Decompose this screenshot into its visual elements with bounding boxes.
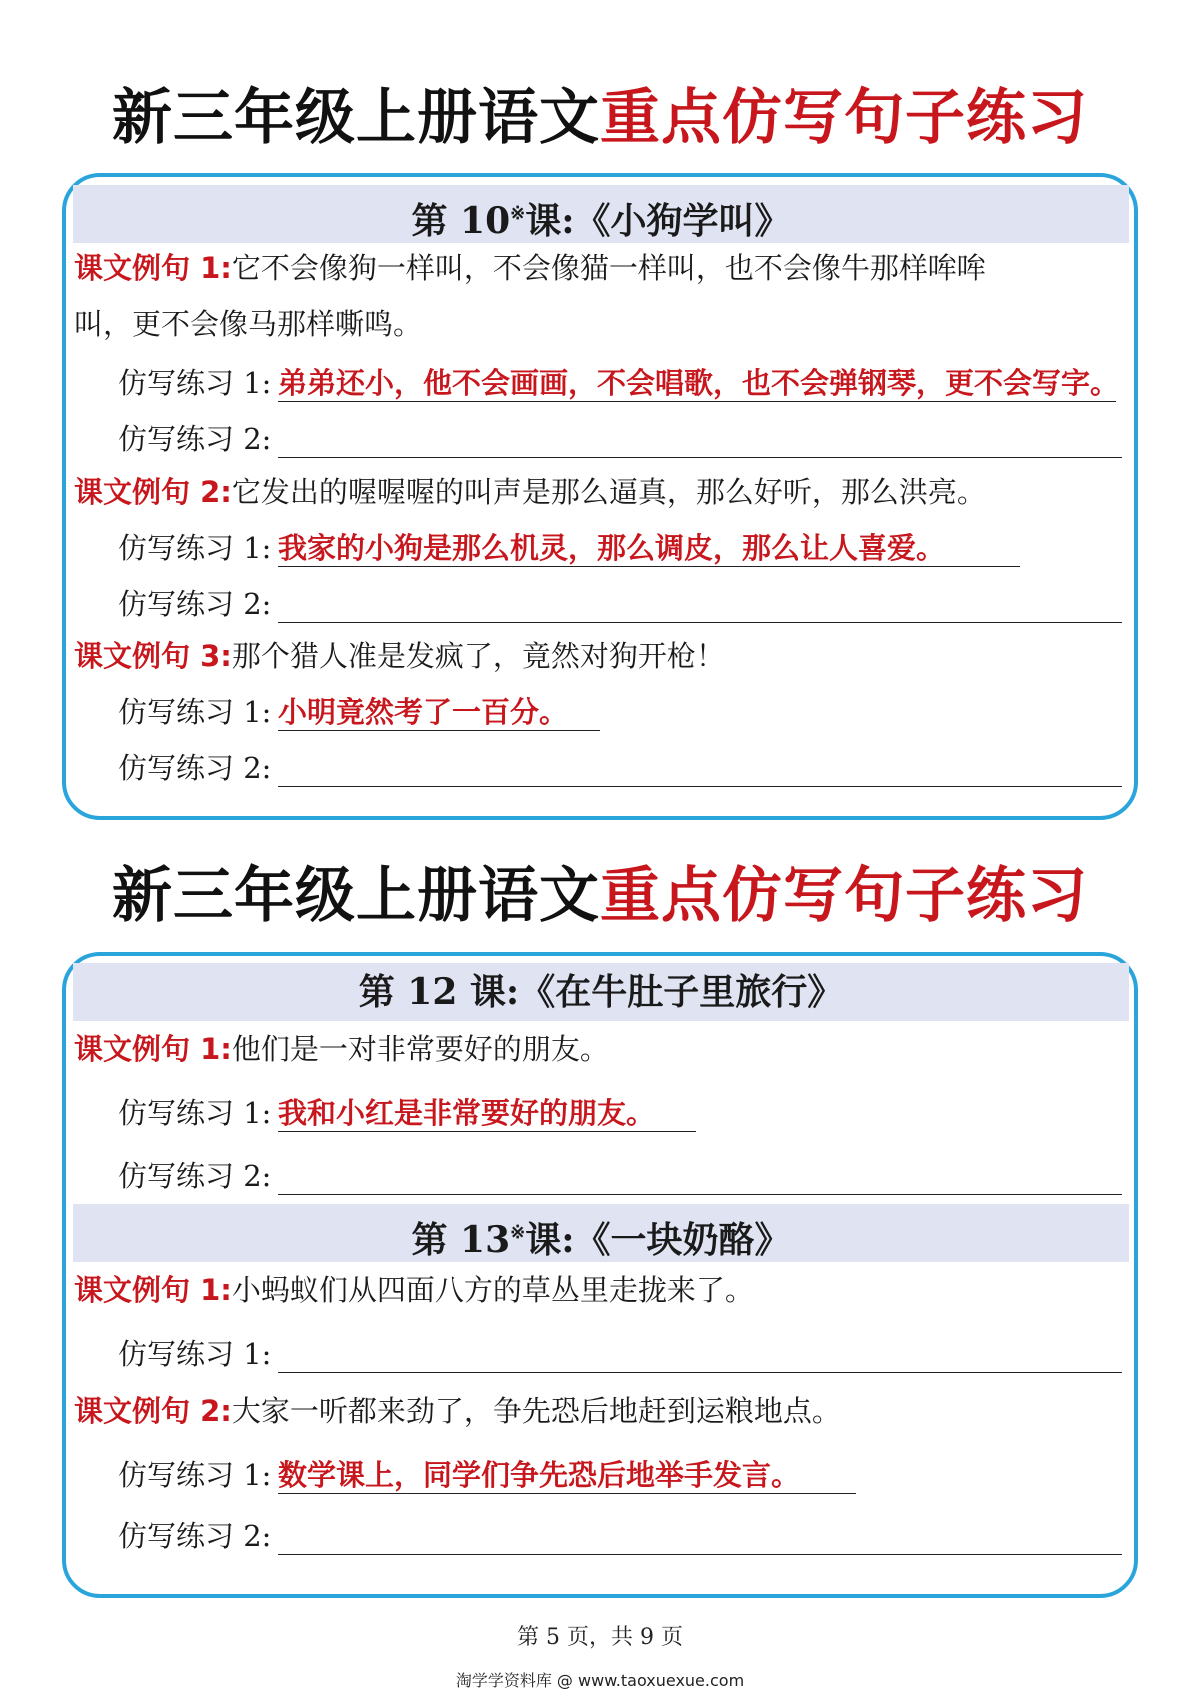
practice-answer[interactable]: 数学课上，同学们争先恐后地举手发言。 — [278, 1453, 856, 1494]
practice-label: 仿写练习 2: — [118, 422, 272, 456]
site-watermark: 淘学学资料库 @ www.taoxuexue.com — [455, 1671, 745, 1690]
practice-answer[interactable]: 弟弟还小，他不会画画，不会唱歌，也不会弹钢琴，更不会写字。 — [278, 361, 1116, 402]
title-red-part: 重点仿写句子练习 — [600, 83, 1088, 153]
example-text: 叫，更不会像马那样嘶鸣。 — [74, 307, 423, 341]
lesson-13-ex1-practice-1 — [118, 1332, 1118, 1376]
example-label: 课文例句 2: — [74, 1394, 232, 1428]
practice-answer[interactable]: 小明竟然考了一百分。 — [278, 690, 600, 731]
lesson-10-ex3-practice-2 — [118, 746, 1118, 790]
lesson-10-ex1-practice-1 — [118, 361, 1118, 405]
practice-blank-line[interactable] — [278, 1154, 1122, 1195]
lesson-13-ex2-practice-1 — [118, 1453, 1118, 1497]
lesson-10-heading-number: 第 10 — [411, 200, 511, 242]
lesson-10-ex2-practice-2 — [118, 582, 1118, 626]
lesson-10-example-1-cont — [74, 304, 1134, 344]
example-text: 大家一听都来劲了，争先恐后地赶到运粮地点。 — [231, 1394, 841, 1428]
lesson-13-example-1 — [74, 1270, 1134, 1310]
practice-answer[interactable]: 我家的小狗是那么机灵，那么调皮，那么让人喜爱。 — [278, 526, 1020, 567]
lesson-10-example-2 — [74, 472, 1134, 512]
lesson-12-ex1-practice-2 — [118, 1154, 1118, 1198]
lesson-10-ex1-practice-2 — [118, 417, 1118, 461]
practice-answer[interactable]: 我和小红是非常要好的朋友。 — [278, 1091, 696, 1132]
practice-blank-line[interactable] — [278, 582, 1122, 623]
lesson-10-example-3 — [74, 636, 1134, 676]
lesson-13-example-2 — [74, 1391, 1134, 1431]
practice-label: 仿写练习 1: — [118, 1337, 272, 1371]
practice-blank-line[interactable] — [278, 746, 1122, 787]
lesson-13-ex2-practice-2 — [118, 1514, 1118, 1558]
lesson-10-ex3-practice-1 — [118, 690, 1118, 734]
practice-label: 仿写练习 1: — [118, 366, 272, 400]
lesson-12-heading — [73, 963, 1129, 1021]
example-text: 那个猎人准是发疯了，竟然对狗开枪！ — [231, 639, 725, 673]
lesson-12-example-1 — [74, 1029, 1134, 1069]
lesson-12-heading-title: 第 12 课:《在牛肚子里旅行》 — [358, 971, 844, 1013]
title-black-part: 新三年级上册语文 — [112, 861, 600, 931]
page-number: 第 5 页，共 9 页 — [517, 1625, 683, 1650]
example-label: 课文例句 1: — [74, 1273, 232, 1307]
practice-blank-line[interactable] — [278, 417, 1122, 458]
practice-label: 仿写练习 2: — [118, 1519, 272, 1553]
lesson-10-heading-title: 课:《小狗学叫》 — [525, 200, 791, 242]
title-red-part: 重点仿写句子练习 — [600, 861, 1088, 931]
example-text: 他们是一对非常要好的朋友。 — [231, 1032, 609, 1066]
page-title-bottom — [0, 860, 1200, 932]
example-label: 课文例句 1: — [74, 251, 232, 285]
practice-blank-line[interactable] — [278, 1514, 1122, 1555]
lesson-13-heading — [73, 1204, 1129, 1262]
lesson-10-ex2-practice-1 — [118, 526, 1118, 570]
example-text: 它不会像狗一样叫，不会像猫一样叫，也不会像牛那样哞哞 — [231, 251, 986, 285]
practice-label: 仿写练习 1: — [118, 531, 272, 565]
example-label: 课文例句 1: — [74, 1032, 232, 1066]
example-label: 课文例句 2: — [74, 475, 232, 509]
example-text: 它发出的喔喔喔的叫声是那么逼真，那么好听，那么洪亮。 — [231, 475, 986, 509]
practice-blank-line[interactable] — [278, 1332, 1122, 1373]
example-text: 小蚂蚁们从四面八方的草丛里走拢来了。 — [231, 1273, 754, 1307]
page-title-top — [0, 82, 1200, 154]
lesson-10-heading — [73, 185, 1129, 243]
practice-label: 仿写练习 2: — [118, 751, 272, 785]
lesson-13-heading-number: 第 13 — [411, 1219, 511, 1261]
practice-label: 仿写练习 1: — [118, 1458, 272, 1492]
practice-label: 仿写练习 1: — [118, 1096, 272, 1130]
title-black-part: 新三年级上册语文 — [112, 83, 600, 153]
lesson-13-heading-mark: ※ — [510, 1222, 526, 1243]
example-label: 课文例句 3: — [74, 639, 232, 673]
lesson-12-ex1-practice-1 — [118, 1091, 1118, 1135]
practice-label: 仿写练习 1: — [118, 695, 272, 729]
practice-label: 仿写练习 2: — [118, 1159, 272, 1193]
lesson-10-example-1 — [74, 248, 1134, 288]
practice-label: 仿写练习 2: — [118, 587, 272, 621]
lesson-13-heading-title: 课:《一块奶酪》 — [525, 1219, 791, 1261]
lesson-10-heading-mark: ※ — [510, 203, 526, 224]
